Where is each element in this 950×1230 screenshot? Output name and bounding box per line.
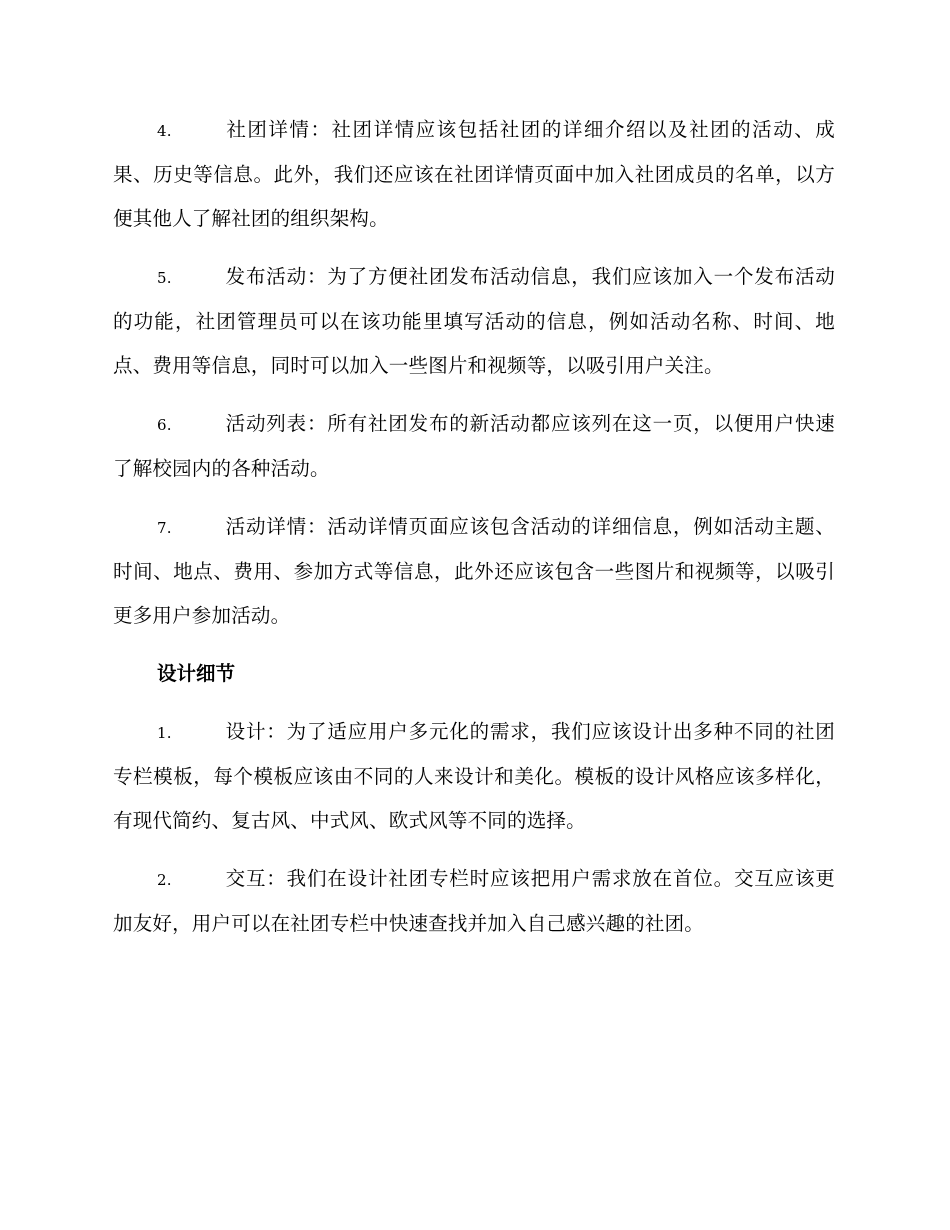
list-item-1 bbox=[113, 710, 835, 843]
item-number: 1. bbox=[157, 724, 172, 742]
feature-list bbox=[113, 108, 835, 638]
list-item-4 bbox=[113, 108, 835, 241]
item-number: 7. bbox=[157, 519, 172, 537]
design-details-section bbox=[113, 652, 835, 946]
item-text: 社团详情：社团详情应该包括社团的详细介绍以及社团的活动、成果、历史等信息。此外，我们还应该在社团详情页面中加入社团成员的名单，以方便其他人了解社团的组织架构。 bbox=[113, 118, 835, 230]
item-text: 发布活动：为了方便社团发布活动信息，我们应该加入一个发布活动的功能，社团管理员可以在该功能里填写活动的信息，例如活动名称、时间、地点、费用等信息，同时可以加入一些图片和视频等，以吸引用户关注。 bbox=[113, 265, 835, 377]
item-text: 交互：我们在设计社团专栏时应该把用户需求放在首位。交互应该更加友好，用户可以在社团专栏中快速查找并加入自己感兴趣的社团。 bbox=[113, 867, 835, 935]
item-number: 5. bbox=[157, 269, 172, 287]
list-item-6 bbox=[113, 402, 835, 491]
item-number: 2. bbox=[157, 871, 172, 889]
item-number: 6. bbox=[157, 416, 172, 434]
document-page bbox=[113, 108, 835, 960]
section-heading: 设计细节 bbox=[157, 662, 236, 685]
item-text: 活动列表：所有社团发布的新活动都应该列在这一页，以便用户快速了解校园内的各种活动。 bbox=[113, 412, 835, 480]
list-item-5 bbox=[113, 255, 835, 388]
item-number: 4. bbox=[157, 122, 172, 140]
item-text: 设计：为了适应用户多元化的需求，我们应该设计出多种不同的社团专栏模板，每个模板应该由不同的人来设计和美化。模板的设计风格应该多样化，有现代简约、复古风、中式风、欧式风等不同的选择。 bbox=[113, 720, 835, 832]
list-item-2 bbox=[113, 857, 835, 946]
list-item-7 bbox=[113, 505, 835, 638]
item-text: 活动详情：活动详情页面应该包含活动的详细信息，例如活动主题、时间、地点、费用、参加方式等信息，此外还应该包含一些图片和视频等，以吸引更多用户参加活动。 bbox=[113, 515, 835, 627]
